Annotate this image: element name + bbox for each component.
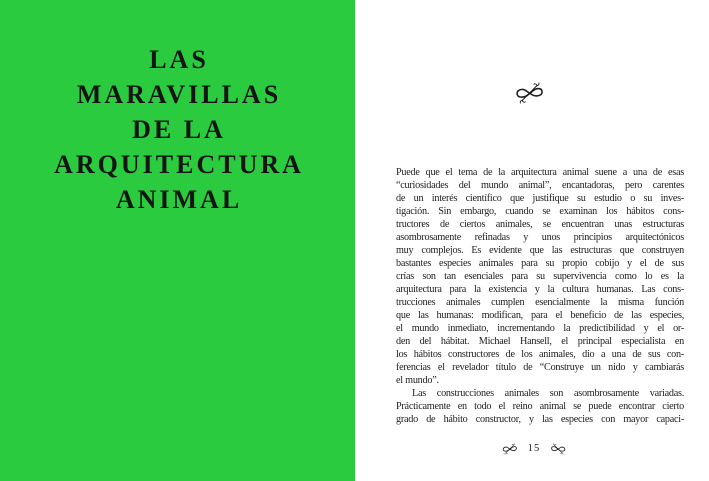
- page-footer: [390, 443, 678, 455]
- body-text-line: crías son tan esenciales para su supervivencia como lo es la: [396, 271, 684, 282]
- body-text-line: tructores de ciertos animales, se encuentran unas estructuras: [396, 219, 684, 230]
- body-text-line: asombrosamente refinadas y unos principios arquitectónicos: [396, 232, 684, 243]
- body-text-line: Puede que el tema de la arquitectura animal suene a una de esas: [396, 167, 684, 178]
- body-text-line: los hábitos constructores de los animales, dio a una de sus con-: [396, 349, 684, 360]
- body-text-line: den del hábitat. Michael Hansell, el principal especialista en: [396, 336, 684, 347]
- chapter-title-line: ARQUITECTURA: [54, 150, 304, 179]
- chapter-title: [0, 42, 355, 217]
- fleuron-ornament-mirrored-icon: [549, 443, 567, 455]
- fleuron-ornament-icon: [513, 82, 547, 104]
- body-text-line: muy complejos. Es evidente que las estructuras que construyen: [396, 245, 684, 256]
- chapter-title-line: MARAVILLAS: [76, 80, 282, 109]
- body-text-line: bastantes especies animales para su propio cobijo y el de sus: [396, 258, 684, 269]
- body-text-line: Las construcciones animales son asombrosamente variadas.: [412, 388, 684, 399]
- body-text-line: Prácticamente en todo el reino animal se puede encontrar cierto: [396, 401, 684, 412]
- body-text-line: arquitectura para la existencia y la cultura humanas. Las cons-: [396, 284, 684, 295]
- fleuron-ornament-icon: [501, 443, 519, 455]
- body-text-block: [396, 166, 684, 426]
- body-text-line: de un interés científico que justifique su estudio o su inves-: [396, 193, 684, 204]
- body-text-line: trucciones animales cumplen esencialmente la misma función: [396, 297, 684, 308]
- body-text-line: el mundo inmediato, incrementando la predictibilidad y el or-: [396, 323, 684, 334]
- body-text-line: grado de hábito constructor, y las especies con mayor capaci-: [396, 414, 684, 425]
- chapter-title-line: DE LA: [132, 115, 226, 144]
- page-number: 15: [527, 443, 541, 454]
- body-text-line: ferencias el revelador título de “Construye un nido y cambiarás: [396, 362, 684, 373]
- chapter-title-line: ANIMAL: [115, 185, 243, 214]
- body-text-line: “curiosidades del mundo animal”, encantadoras, pero carentes: [396, 180, 684, 191]
- body-text-line: el mundo”.: [396, 375, 439, 386]
- body-text-line: tigación. Sin embargo, cuando se examinan los hábitos cons-: [396, 206, 684, 217]
- right-page: [355, 0, 709, 481]
- chapter-title-line: LAS: [149, 45, 209, 74]
- body-text-line: que las humanas: modifican, para el beneficio de las especies,: [396, 310, 684, 321]
